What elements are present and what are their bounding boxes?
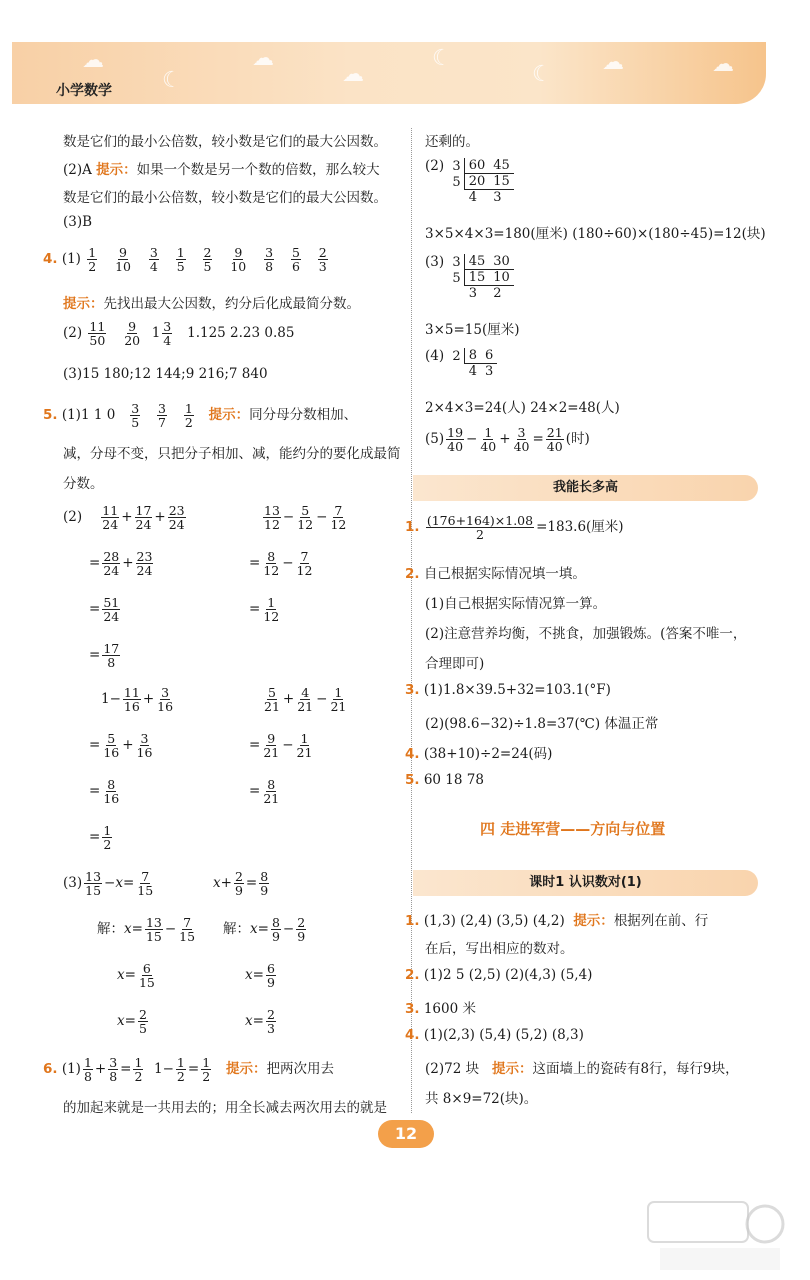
- ladder-division: [425, 348, 497, 379]
- equation: x= $\frac{2}{5}$: [117, 1007, 147, 1037]
- equation: = $\frac{8}{16}$: [89, 777, 120, 807]
- fraction: $\frac{23}{24}$: [168, 503, 185, 533]
- text-line: 还剩的。: [425, 134, 479, 150]
- chapter-title: 四 走进军营——方向与位置: [480, 820, 666, 838]
- fraction: $\frac{3}{16}$: [157, 685, 174, 715]
- equation: x= $\frac{6}{15}$: [117, 961, 155, 991]
- answer: (1)2 5 (2,5) (2)(4,3) (5,4): [423, 967, 593, 983]
- question-number: 1.: [405, 913, 420, 929]
- tip-label: 提示：: [63, 296, 104, 312]
- text-line: 3×5=15(厘米): [425, 322, 520, 338]
- fraction: $\frac{6}{15}$: [138, 961, 155, 991]
- equation: = $\frac{1}{2}$: [89, 823, 112, 853]
- fraction: $\frac{6}{9}$: [266, 961, 275, 991]
- equation: = $\frac{9}{21}$ − $\frac{1}{21}$: [249, 731, 313, 761]
- short-division: 2 8 6 4 3: [448, 348, 497, 379]
- fraction: $\frac{9}{10}$: [230, 245, 247, 275]
- equation: = $\frac{51}{24}$: [89, 595, 120, 625]
- fraction: $\frac{8}{21}$: [263, 777, 280, 807]
- short-division: 3 45 30 5 15 10 3 2: [448, 254, 513, 301]
- answer: 1600 米: [423, 1001, 476, 1017]
- text-line: [425, 1057, 739, 1077]
- fraction: $\frac{13}{15}$: [145, 915, 162, 945]
- solve-label: 解：: [97, 921, 124, 938]
- fraction: $\frac{1}{2}$: [176, 1055, 185, 1085]
- text-line: 共 8×9=72(块)。: [425, 1091, 538, 1107]
- part-label: (2): [63, 509, 83, 526]
- answer: 1.125 2.23 0.85: [187, 325, 295, 342]
- question-number: 4.: [43, 251, 58, 268]
- equation: $\frac{13}{12}$ − $\frac{5}{12}$ − $\frac{7}{12}$: [264, 503, 347, 533]
- moon-icon: ☾: [432, 46, 452, 71]
- question-4: [405, 742, 552, 762]
- fraction: $\frac{2}{5}$: [138, 1007, 147, 1037]
- fraction: $\frac{7}{12}$: [296, 549, 313, 579]
- moon-icon: ☾: [162, 68, 182, 93]
- equation: 解：x= $\frac{13}{15}$ − $\frac{7}{15}$: [97, 915, 196, 945]
- equation: 解：x= $\frac{8}{9}$ − $\frac{2}{9}$: [223, 915, 306, 945]
- text-line: (3)B: [63, 214, 93, 230]
- fraction: $\frac{2}{3}$: [318, 245, 327, 275]
- watermark-logo: [640, 1196, 790, 1276]
- tip-text: 同分母分数相加、: [249, 407, 358, 424]
- fraction: $\frac{23}{24}$: [136, 549, 153, 579]
- question-4: [405, 1027, 584, 1043]
- text-line: 分数。: [63, 476, 104, 492]
- fraction: $\frac{1}{2}$: [202, 1055, 211, 1085]
- equation: 1− $\frac{11}{16}$ + $\frac{3}{16}$: [101, 685, 174, 715]
- answer: (1)(2,3) (5,4) (5,2) (8,3): [423, 1027, 584, 1043]
- fraction: $\frac{11}{50}$: [89, 319, 106, 349]
- question-number: 5.: [43, 407, 58, 424]
- answer: (38+10)÷2=24(码): [423, 746, 553, 762]
- fraction: $\frac{1}{2}$: [88, 245, 97, 275]
- tip-text: 根据列在前、行: [613, 913, 709, 929]
- tip-label: 提示：: [226, 1061, 267, 1078]
- solve-label: 解：: [223, 921, 250, 938]
- text-line: 2×4×3=24(人) 24×2=48(人): [425, 400, 620, 416]
- lesson-header: 课时1 认识数对(1): [413, 870, 758, 896]
- moon-icon: ☾: [532, 62, 552, 87]
- text-line: (2) $\frac{11}{50}$ $\frac{9}{20}$ 1 $\frac{3}{4}$ 1.125 2.23 0.85: [63, 319, 295, 349]
- equation: (2) $\frac{11}{24}$ + $\frac{17}{24}$ + $\frac{23}{24}$: [63, 503, 185, 533]
- fraction: $\frac{8}{16}$: [103, 777, 120, 807]
- part-label: (3): [425, 254, 445, 270]
- text-line: (2)(98.6−32)÷1.8=37(℃) 体温正常: [425, 716, 659, 732]
- tip-text: 如果一个数是另一个数的倍数，那么较大: [136, 162, 380, 178]
- question-5: [405, 772, 484, 788]
- short-division: 3 60 45 5 20 15 4 3: [448, 158, 513, 205]
- fraction: $\frac{17}{24}$: [135, 503, 152, 533]
- equation: = $\frac{8}{21}$: [249, 777, 280, 807]
- text-line: [63, 292, 360, 312]
- ladder-division: [425, 158, 514, 205]
- fraction: $\frac{3}{8}$: [265, 245, 274, 275]
- question-4: [43, 246, 330, 273]
- question-3: [405, 682, 611, 698]
- tip-label: 提示：: [491, 1061, 533, 1077]
- question-number: 4.: [405, 1027, 420, 1043]
- question-number: 2.: [405, 967, 420, 983]
- fraction: $\frac{3}{4}$: [149, 245, 158, 275]
- equation: (3) $\frac{13}{15}$ −x= $\frac{7}{15}$: [63, 869, 154, 899]
- fraction: $\frac{1}{40}$: [480, 425, 497, 455]
- fraction: $\frac{5}{16}$: [103, 731, 120, 761]
- fraction: $\frac{1}{5}$: [176, 245, 185, 275]
- fraction: $\frac{8}{12}$: [263, 549, 280, 579]
- equation: (5) $\frac{19}{40}$ − $\frac{1}{40}$ + $\frac{3}{40}$ = $\frac{21}{40}$ (时): [425, 425, 590, 455]
- fraction: $\frac{7}{15}$: [137, 869, 154, 899]
- text-line: (1)自己根据实际情况算一算。: [425, 596, 607, 612]
- equation: = $\frac{5}{16}$ + $\frac{3}{16}$: [89, 731, 153, 761]
- unit: (时): [565, 431, 590, 448]
- fraction: $\frac{8}{9}$: [271, 915, 280, 945]
- part-label: (2): [63, 325, 83, 342]
- tip-label: 提示：: [573, 913, 614, 929]
- question-3: [405, 997, 476, 1017]
- fraction: $\frac{11}{16}$: [123, 685, 140, 715]
- book-title: 小学数学: [56, 83, 112, 99]
- cloud-icon: ☁: [82, 48, 104, 73]
- question-1: [405, 514, 624, 541]
- fraction: $\frac{3}{16}$: [136, 731, 153, 761]
- question-number: 4.: [405, 746, 420, 762]
- answer: (2)A: [63, 162, 92, 178]
- fraction: $\frac{1}{2}$: [103, 823, 112, 853]
- text-line: 数是它们的最小公倍数，较小数是它们的最大公因数。: [63, 190, 387, 206]
- fraction: $\frac{7}{12}$: [330, 503, 347, 533]
- question-number: 2.: [405, 566, 420, 582]
- ladder-division: [425, 254, 514, 301]
- equation: $\frac{5}{21}$ + $\frac{4}{21}$ − $\frac{1}{21}$: [264, 685, 347, 715]
- fraction: $\frac{2}{3}$: [266, 1007, 275, 1037]
- text-line: 数是它们的最小公倍数，较小数是它们的最大公因数。: [63, 134, 387, 150]
- fraction: $\frac{13}{15}$: [85, 869, 102, 899]
- equation: x= $\frac{6}{9}$: [245, 961, 275, 991]
- fraction: $\frac{8}{9}$: [260, 869, 269, 899]
- fraction: $\frac{1}{2}$: [134, 1055, 143, 1085]
- fraction: $\frac{1}{12}$: [263, 595, 280, 625]
- equation: = $\frac{28}{24}$ + $\frac{23}{24}$: [89, 549, 153, 579]
- question-2: [405, 562, 586, 582]
- part-label: (4): [425, 348, 445, 364]
- equation: x= $\frac{2}{3}$: [245, 1007, 275, 1037]
- answer: (2)72 块: [425, 1061, 480, 1077]
- fraction: $\frac{1}{8}$: [83, 1055, 92, 1085]
- text-line: 在后，写出相应的数对。: [425, 941, 574, 957]
- fraction: $\frac{5}{21}$: [264, 685, 280, 715]
- section-header: 我能长多高: [413, 475, 758, 501]
- fraction: $\frac{17}{8}$: [103, 641, 120, 671]
- text-line: 3×5×4×3=180(厘米) (180÷60)×(180÷45)=12(块): [425, 226, 766, 242]
- fraction: $\frac{3}{40}$: [513, 425, 530, 455]
- question-number: 6.: [43, 1061, 58, 1078]
- fraction: $\frac{1}{21}$: [330, 685, 347, 715]
- tip-text: 先找出最大公因数，约分后化成最简分数。: [103, 296, 360, 312]
- answer: (1)1.8×39.5+32=103.1(°F): [423, 682, 611, 698]
- fraction: $\frac{9}{10}$: [115, 245, 131, 275]
- question-number: 1.: [405, 519, 420, 536]
- question-2: [405, 967, 592, 983]
- fraction: $\frac{11}{24}$: [102, 503, 119, 533]
- part-label: (1): [61, 1061, 81, 1078]
- fraction: $\frac{9}{21}$: [263, 731, 280, 761]
- answer: 60 18 78: [423, 772, 484, 788]
- question-number: 5.: [405, 772, 420, 788]
- tip-label: 提示：: [208, 407, 250, 424]
- fraction: $\frac{3}{4}$: [163, 319, 172, 349]
- cloud-icon: ☁: [712, 52, 734, 77]
- fraction: $\frac{(176+164)\times 1.08}{2}$: [426, 513, 534, 543]
- fraction: $\frac{1}{21}$: [296, 731, 313, 761]
- tip-text: 把两次用去: [266, 1061, 335, 1078]
- text-line: [63, 158, 380, 178]
- answer: (1)1 1 0: [61, 407, 116, 424]
- equation: = $\frac{17}{8}$: [89, 641, 120, 671]
- question-number: 3.: [405, 1001, 420, 1017]
- fraction: $\frac{3}{7}$: [158, 401, 166, 431]
- fraction: $\frac{13}{12}$: [264, 503, 280, 533]
- text-line: 减，分母不变，只把分子相加、减，能约分的要化成最简: [63, 446, 401, 462]
- equation: = $\frac{1}{12}$: [249, 595, 280, 625]
- fraction: $\frac{21}{40}$: [546, 425, 563, 455]
- question-5: [43, 402, 357, 429]
- answer: =183.6(厘米): [536, 519, 624, 536]
- header-banner: [12, 42, 766, 104]
- fraction: $\frac{7}{15}$: [179, 915, 196, 945]
- column-divider: [411, 128, 412, 1113]
- equation: = $\frac{8}{12}$ − $\frac{7}{12}$: [249, 549, 313, 579]
- tip-label: 提示：: [96, 162, 137, 178]
- fraction: $\frac{5}{6}$: [291, 245, 300, 275]
- text-line: (2)注意营养均衡，不挑食，加强锻炼。(答案不唯一，: [425, 626, 747, 642]
- question-number: 3.: [405, 682, 420, 698]
- fraction: $\frac{3}{5}$: [131, 401, 140, 431]
- fraction: $\frac{51}{24}$: [103, 595, 120, 625]
- answer: (1,3) (2,4) (3,5) (4,2): [423, 913, 565, 929]
- text-line: 的加起来就是一共用去的；用全长减去两次用去的就是: [63, 1100, 387, 1116]
- cloud-icon: ☁: [602, 50, 624, 75]
- fraction: $\frac{5}{12}$: [297, 503, 314, 533]
- fraction: $\frac{2}{9}$: [297, 915, 306, 945]
- text-line: 合理即可): [425, 656, 485, 672]
- fraction: $\frac{2}{9}$: [234, 869, 243, 899]
- tip-text: 这面墙上的瓷砖有8行，每行9块，: [532, 1061, 739, 1077]
- text-line: (3)15 180;12 144;9 216;7 840: [63, 366, 268, 382]
- fraction: $\frac{19}{40}$: [447, 425, 464, 455]
- part-label: (3): [63, 875, 83, 892]
- fraction: $\frac{9}{20}$: [124, 319, 141, 349]
- fraction: $\frac{28}{24}$: [103, 549, 120, 579]
- fraction: $\frac{1}{2}$: [184, 401, 193, 431]
- equation: x+ $\frac{2}{9}$ = $\frac{8}{9}$: [213, 869, 269, 899]
- part-label: (1): [61, 251, 81, 268]
- cloud-icon: ☁: [252, 46, 274, 71]
- fraction: $\frac{2}{5}$: [203, 245, 212, 275]
- cloud-icon: ☁: [342, 62, 364, 87]
- fraction: $\frac{3}{8}$: [109, 1055, 118, 1085]
- answer: 自己根据实际情况填一填。: [423, 566, 586, 582]
- question-6: 6. (1) $\frac{1}{8}$ + $\frac{3}{8}$ = $\frac{1}{2}$ 1− $\frac{1}{2}$ = $\frac{1}{2}$ 提示：把两次用去: [43, 1055, 335, 1085]
- page-number: 12: [378, 1120, 434, 1148]
- fraction: $\frac{4}{21}$: [297, 685, 314, 715]
- question-1: [405, 909, 708, 929]
- part-label: (2): [425, 158, 445, 174]
- part-label: (5): [425, 431, 445, 448]
